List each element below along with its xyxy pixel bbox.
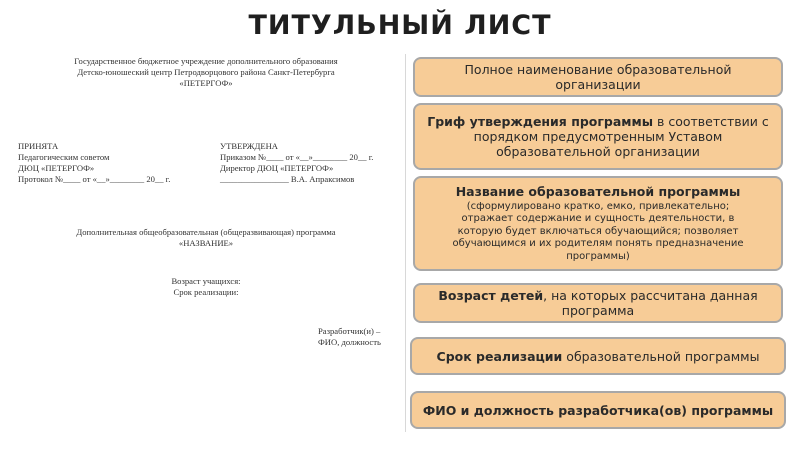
full-name-line1: Полное наименование образовательной	[464, 62, 732, 77]
age-bold: Возраст детей	[438, 288, 544, 303]
organization-header	[18, 56, 394, 89]
stamp-line3: образовательной организации	[496, 144, 700, 159]
program-name-line: «НАЗВАНИЕ»	[178, 238, 234, 248]
stamp-box	[413, 103, 783, 170]
full-name-box	[413, 57, 783, 97]
accepted-block	[18, 141, 170, 185]
program-name-note-line: которую будет включаться обучающийся; позволяет	[457, 225, 739, 237]
approved-line: Директор ДЮЦ «ПЕТЕРГОФ»	[220, 163, 334, 173]
approved-line: УТВЕРЖДЕНА	[220, 141, 279, 151]
term-line: Срок реализации:	[173, 287, 239, 297]
program-name-note-line: обучающимся и их родителям понять предназначение	[452, 238, 744, 250]
accepted-line: ПРИНЯТА	[18, 141, 59, 151]
program-name-box	[413, 176, 783, 271]
approved-block	[220, 141, 373, 185]
approved-line: Приказом №____ от «__»________ 20__ г.	[220, 152, 374, 162]
age-line2: программа	[561, 303, 635, 318]
developer-bold: ФИО и должность разработчика(ов) программы	[422, 402, 774, 418]
stamp-rest: в соответствии с	[653, 114, 769, 129]
accepted-line: Протокол №____ от «__»________ 20__ г.	[18, 174, 171, 184]
age-line: Возраст учащихся:	[171, 276, 241, 286]
program-title-block	[18, 227, 394, 249]
term-rest: образовательной программы	[562, 348, 760, 364]
program-name-note-line: программы)	[566, 250, 630, 262]
accepted-line: ДЮЦ «ПЕТЕРГОФ»	[18, 163, 95, 173]
accepted-line: Педагогическим советом	[18, 152, 110, 162]
age-rest: , на которых рассчитана данная	[543, 288, 758, 303]
age-box	[413, 283, 783, 323]
stamp-line2: порядком предусмотренным Уставом	[473, 129, 723, 144]
age-term-block	[18, 276, 394, 298]
page-title: ТИТУЛЬНЫЙ ЛИСТ	[248, 10, 552, 41]
full-name-line2: организации	[555, 77, 641, 92]
developer-line: ФИО, должность	[318, 337, 381, 347]
org-line: «ПЕТЕРГОФ»	[179, 78, 233, 88]
program-name-bold: Название образовательной программы	[455, 183, 741, 199]
program-name-note-line: (сформулировано кратко, емко, привлекательно;	[466, 200, 730, 212]
developer-box	[410, 391, 786, 429]
approved-line: ________________ В.А. Апраксимов	[220, 174, 355, 184]
title-page-document	[18, 56, 394, 446]
org-line: Государственное бюджетное учреждение дополнительного образования	[74, 56, 338, 66]
org-line: Детско-юношеский центр Петродворцового района Санкт-Петербурга	[77, 67, 335, 77]
program-name-note-line: отражает содержание и сущность деятельности, в	[461, 213, 735, 225]
developer-block	[318, 326, 381, 348]
term-bold: Срок реализации	[436, 348, 563, 364]
developer-line: Разработчик(и) –	[318, 326, 381, 336]
program-type-line: Дополнительная общеобразовательная (общеразвивающая) программа	[76, 227, 336, 237]
term-box	[410, 337, 786, 375]
stamp-bold: Гриф утверждения программы	[427, 114, 654, 129]
divider	[405, 54, 406, 432]
